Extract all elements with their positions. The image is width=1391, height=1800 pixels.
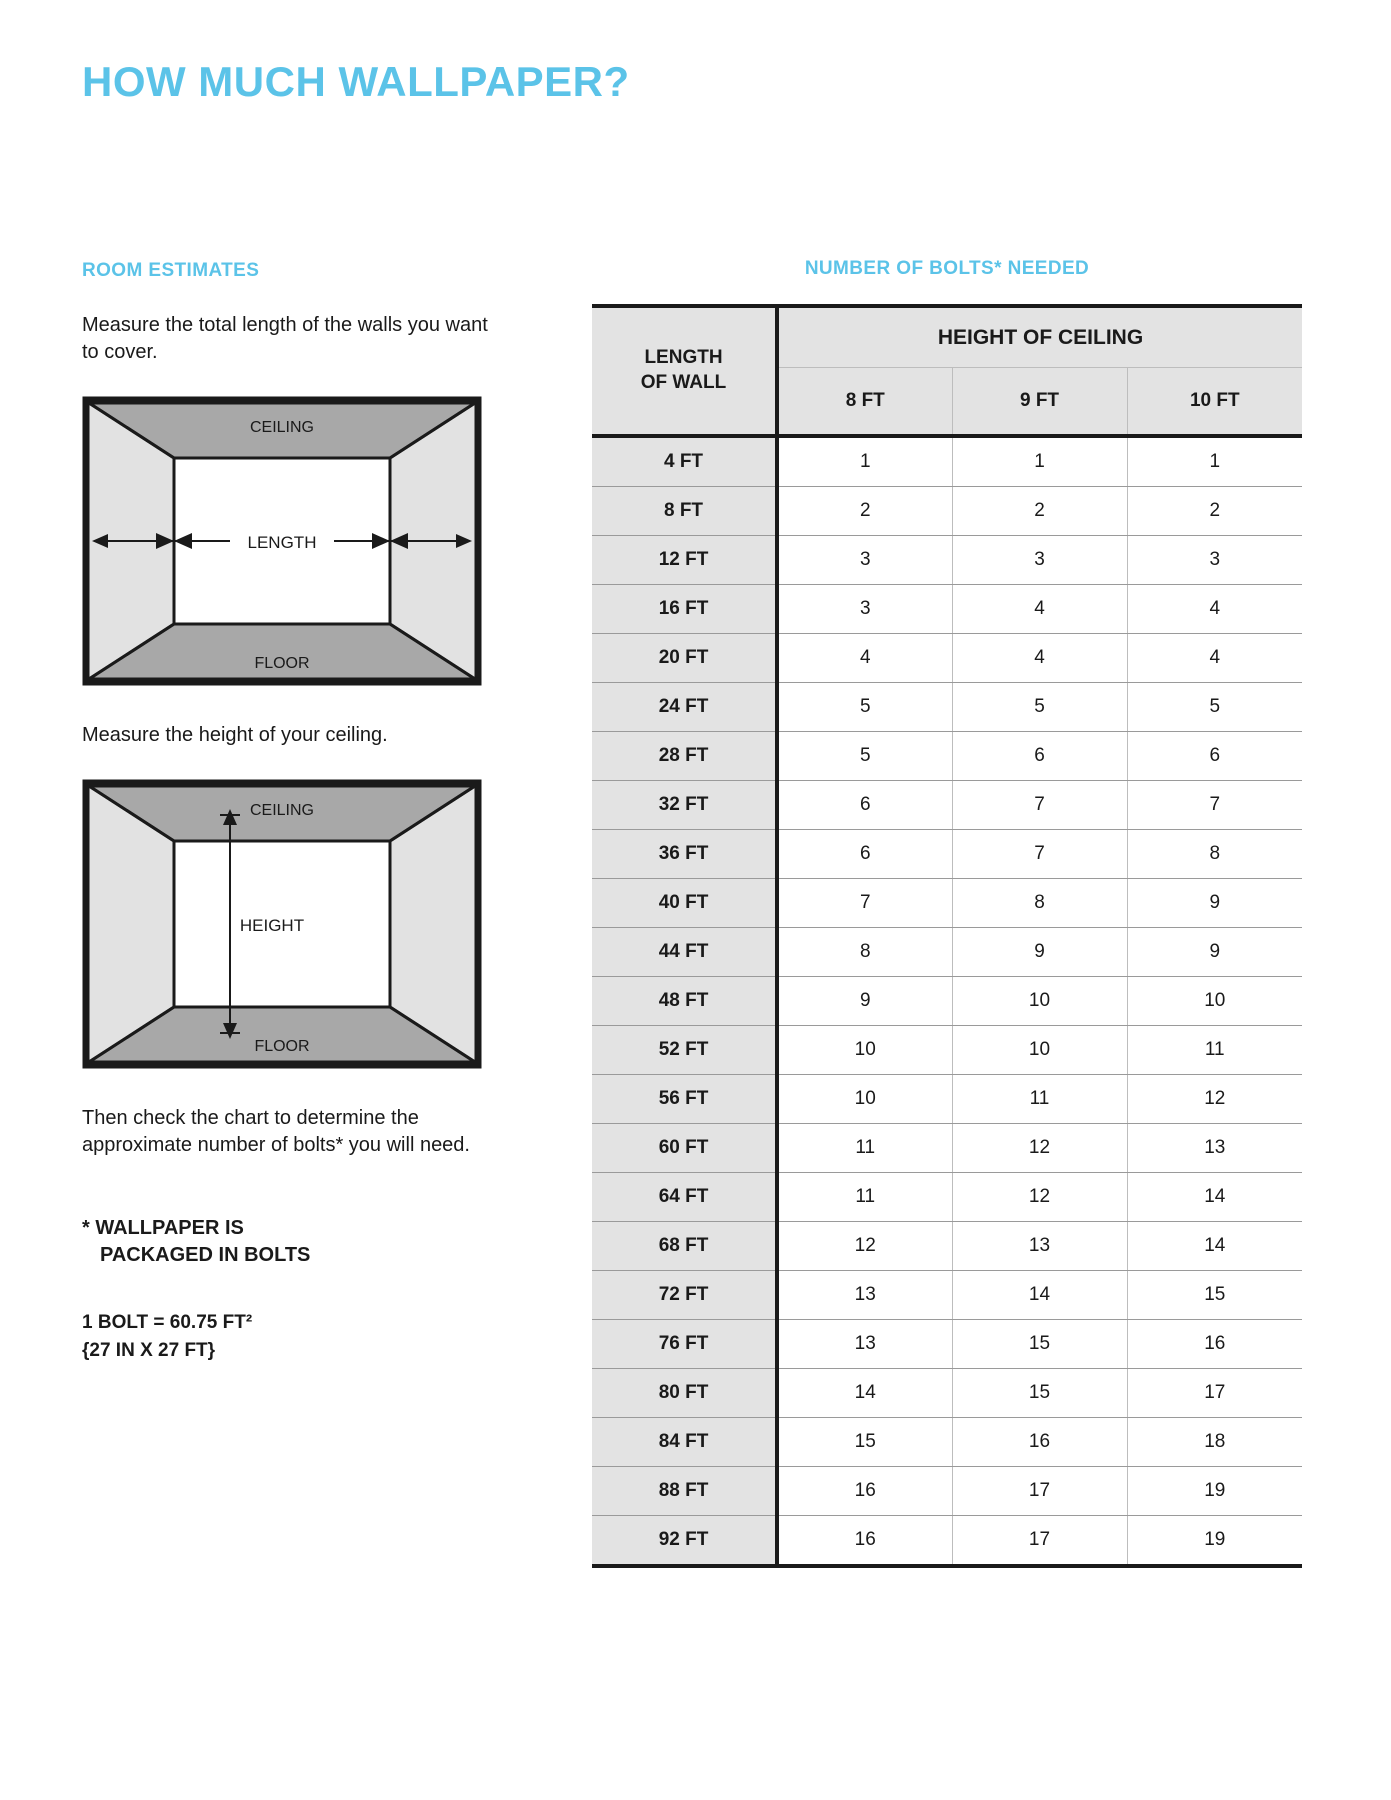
diagram-length-label: LENGTH bbox=[247, 533, 317, 552]
column-header-9ft: 9 FT bbox=[952, 368, 1127, 436]
table-row bbox=[592, 1467, 1302, 1516]
cell-bolts-count: 12 bbox=[952, 1173, 1127, 1222]
table-row bbox=[592, 1516, 1302, 1567]
bolt-size-line2: {27 IN X 27 FT} bbox=[82, 1339, 216, 1361]
cell-bolts-count: 6 bbox=[1127, 732, 1302, 781]
row-label-wall-length: 68 FT bbox=[592, 1222, 777, 1271]
row-label-wall-length: 92 FT bbox=[592, 1516, 777, 1567]
cell-bolts-count: 1 bbox=[777, 436, 952, 487]
instruction-measure-height: Measure the height of your ceiling. bbox=[82, 724, 388, 746]
cell-bolts-count: 15 bbox=[952, 1369, 1127, 1418]
row-label-wall-length: 80 FT bbox=[592, 1369, 777, 1418]
cell-bolts-count: 16 bbox=[777, 1467, 952, 1516]
room-diagram-height bbox=[82, 779, 482, 1069]
room-length-svg bbox=[82, 396, 482, 686]
table-row bbox=[592, 585, 1302, 634]
row-label-wall-length: 40 FT bbox=[592, 879, 777, 928]
row-label-wall-length: 12 FT bbox=[592, 536, 777, 585]
bolt-size-line1: 1 BOLT = 60.75 FT² bbox=[82, 1312, 253, 1333]
bolt-footnote-line1: * WALLPAPER IS bbox=[82, 1217, 244, 1239]
table-header-row-1 bbox=[592, 306, 1302, 368]
cell-bolts-count: 7 bbox=[1127, 781, 1302, 830]
group-header-ceiling: HEIGHT OF CEILING bbox=[777, 306, 1302, 368]
row-label-wall-length: 56 FT bbox=[592, 1075, 777, 1124]
cell-bolts-count: 2 bbox=[1127, 487, 1302, 536]
cell-bolts-count: 9 bbox=[777, 977, 952, 1026]
cell-bolts-count: 3 bbox=[1127, 536, 1302, 585]
cell-bolts-count: 3 bbox=[952, 536, 1127, 585]
table-row bbox=[592, 1026, 1302, 1075]
bolts-table-section bbox=[592, 258, 1302, 1568]
cell-bolts-count: 10 bbox=[777, 1026, 952, 1075]
cell-bolts-count: 9 bbox=[952, 928, 1127, 977]
cell-bolts-count: 15 bbox=[952, 1320, 1127, 1369]
room-height-svg bbox=[82, 779, 482, 1069]
cell-bolts-count: 19 bbox=[1127, 1467, 1302, 1516]
cell-bolts-count: 16 bbox=[777, 1516, 952, 1567]
cell-bolts-count: 3 bbox=[777, 536, 952, 585]
row-label-wall-length: 48 FT bbox=[592, 977, 777, 1026]
room-diagram-length bbox=[82, 396, 482, 686]
row-label-wall-length: 4 FT bbox=[592, 436, 777, 487]
table-row bbox=[592, 683, 1302, 732]
row-label-wall-length: 52 FT bbox=[592, 1026, 777, 1075]
table-row bbox=[592, 1124, 1302, 1173]
cell-bolts-count: 5 bbox=[777, 732, 952, 781]
cell-bolts-count: 13 bbox=[1127, 1124, 1302, 1173]
cell-bolts-count: 11 bbox=[952, 1075, 1127, 1124]
cell-bolts-count: 2 bbox=[952, 487, 1127, 536]
table-row bbox=[592, 879, 1302, 928]
row-label-wall-length: 20 FT bbox=[592, 634, 777, 683]
table-row bbox=[592, 830, 1302, 879]
row-label-wall-length: 76 FT bbox=[592, 1320, 777, 1369]
diagram-ceiling-label: CEILING bbox=[249, 419, 315, 436]
cell-bolts-count: 14 bbox=[777, 1369, 952, 1418]
table-row bbox=[592, 536, 1302, 585]
cell-bolts-count: 4 bbox=[952, 634, 1127, 683]
diagram-height-label: HEIGHT bbox=[239, 916, 305, 935]
cell-bolts-count: 2 bbox=[777, 487, 952, 536]
diagram-ceiling-label-2: CEILING bbox=[249, 802, 315, 819]
cell-bolts-count: 18 bbox=[1127, 1418, 1302, 1467]
table-row bbox=[592, 1418, 1302, 1467]
bolt-footnote-line2: PACKAGED IN BOLTS bbox=[100, 1244, 311, 1266]
cell-bolts-count: 13 bbox=[777, 1320, 952, 1369]
bolt-size-note bbox=[82, 1309, 502, 1364]
row-label-wall-length: 72 FT bbox=[592, 1271, 777, 1320]
cell-bolts-count: 9 bbox=[1127, 879, 1302, 928]
cell-bolts-count: 17 bbox=[952, 1516, 1127, 1567]
cell-bolts-count: 5 bbox=[1127, 683, 1302, 732]
cell-bolts-count: 10 bbox=[1127, 977, 1302, 1026]
cell-bolts-count: 1 bbox=[952, 436, 1127, 487]
cell-bolts-count: 12 bbox=[777, 1222, 952, 1271]
corner-header-line1: LENGTH bbox=[644, 347, 723, 369]
cell-bolts-count: 13 bbox=[777, 1271, 952, 1320]
cell-bolts-count: 5 bbox=[952, 683, 1127, 732]
cell-bolts-count: 15 bbox=[1127, 1271, 1302, 1320]
cell-bolts-count: 4 bbox=[777, 634, 952, 683]
room-estimates-column bbox=[82, 260, 502, 1364]
table-row bbox=[592, 732, 1302, 781]
diagram-floor-label-2: FLOOR bbox=[254, 1038, 310, 1055]
cell-bolts-count: 4 bbox=[1127, 585, 1302, 634]
table-row bbox=[592, 1173, 1302, 1222]
table-row bbox=[592, 928, 1302, 977]
cell-bolts-count: 4 bbox=[952, 585, 1127, 634]
cell-bolts-count: 7 bbox=[777, 879, 952, 928]
corner-header bbox=[592, 306, 777, 436]
cell-bolts-count: 17 bbox=[952, 1467, 1127, 1516]
instruction-check-chart: Then check the chart to determine the approximate number of bolts* you will need. bbox=[82, 1107, 470, 1156]
table-row bbox=[592, 487, 1302, 536]
table-row bbox=[592, 634, 1302, 683]
cell-bolts-count: 8 bbox=[777, 928, 952, 977]
instruction-measure-length: Measure the total length of the walls you want to cover. bbox=[82, 314, 488, 363]
cell-bolts-count: 10 bbox=[952, 977, 1127, 1026]
row-label-wall-length: 8 FT bbox=[592, 487, 777, 536]
cell-bolts-count: 16 bbox=[952, 1418, 1127, 1467]
cell-bolts-count: 1 bbox=[1127, 436, 1302, 487]
row-label-wall-length: 60 FT bbox=[592, 1124, 777, 1173]
column-header-8ft: 8 FT bbox=[777, 368, 952, 436]
cell-bolts-count: 7 bbox=[952, 830, 1127, 879]
cell-bolts-count: 6 bbox=[952, 732, 1127, 781]
cell-bolts-count: 11 bbox=[777, 1124, 952, 1173]
cell-bolts-count: 10 bbox=[952, 1026, 1127, 1075]
row-label-wall-length: 64 FT bbox=[592, 1173, 777, 1222]
row-label-wall-length: 88 FT bbox=[592, 1467, 777, 1516]
cell-bolts-count: 16 bbox=[1127, 1320, 1302, 1369]
cell-bolts-count: 14 bbox=[1127, 1222, 1302, 1271]
cell-bolts-count: 11 bbox=[1127, 1026, 1302, 1075]
row-label-wall-length: 24 FT bbox=[592, 683, 777, 732]
cell-bolts-count: 6 bbox=[777, 781, 952, 830]
row-label-wall-length: 44 FT bbox=[592, 928, 777, 977]
column-header-10ft: 10 FT bbox=[1127, 368, 1302, 436]
cell-bolts-count: 5 bbox=[777, 683, 952, 732]
table-row bbox=[592, 1369, 1302, 1418]
cell-bolts-count: 17 bbox=[1127, 1369, 1302, 1418]
cell-bolts-count: 8 bbox=[952, 879, 1127, 928]
row-label-wall-length: 36 FT bbox=[592, 830, 777, 879]
cell-bolts-count: 10 bbox=[777, 1075, 952, 1124]
table-row bbox=[592, 436, 1302, 487]
table-row bbox=[592, 977, 1302, 1026]
row-label-wall-length: 28 FT bbox=[592, 732, 777, 781]
bolts-table bbox=[592, 304, 1302, 1568]
corner-header-line2: OF WALL bbox=[640, 372, 727, 393]
table-row bbox=[592, 1271, 1302, 1320]
cell-bolts-count: 13 bbox=[952, 1222, 1127, 1271]
cell-bolts-count: 11 bbox=[777, 1173, 952, 1222]
bolt-footnote bbox=[82, 1215, 502, 1269]
cell-bolts-count: 3 bbox=[777, 585, 952, 634]
diagram-floor-label: FLOOR bbox=[254, 655, 310, 672]
row-label-wall-length: 16 FT bbox=[592, 585, 777, 634]
cell-bolts-count: 15 bbox=[777, 1418, 952, 1467]
cell-bolts-count: 6 bbox=[777, 830, 952, 879]
page-title: HOW MUCH WALLPAPER? bbox=[82, 58, 630, 105]
table-row bbox=[592, 1320, 1302, 1369]
cell-bolts-count: 12 bbox=[1127, 1075, 1302, 1124]
table-row bbox=[592, 1222, 1302, 1271]
cell-bolts-count: 14 bbox=[1127, 1173, 1302, 1222]
cell-bolts-count: 14 bbox=[952, 1271, 1127, 1320]
row-label-wall-length: 84 FT bbox=[592, 1418, 777, 1467]
cell-bolts-count: 7 bbox=[952, 781, 1127, 830]
cell-bolts-count: 19 bbox=[1127, 1516, 1302, 1567]
bolts-table-title: NUMBER OF BOLTS* NEEDED bbox=[804, 258, 1090, 279]
cell-bolts-count: 4 bbox=[1127, 634, 1302, 683]
cell-bolts-count: 8 bbox=[1127, 830, 1302, 879]
table-row bbox=[592, 1075, 1302, 1124]
table-row bbox=[592, 781, 1302, 830]
row-label-wall-length: 32 FT bbox=[592, 781, 777, 830]
cell-bolts-count: 12 bbox=[952, 1124, 1127, 1173]
cell-bolts-count: 9 bbox=[1127, 928, 1302, 977]
room-estimates-heading: ROOM ESTIMATES bbox=[82, 260, 260, 281]
